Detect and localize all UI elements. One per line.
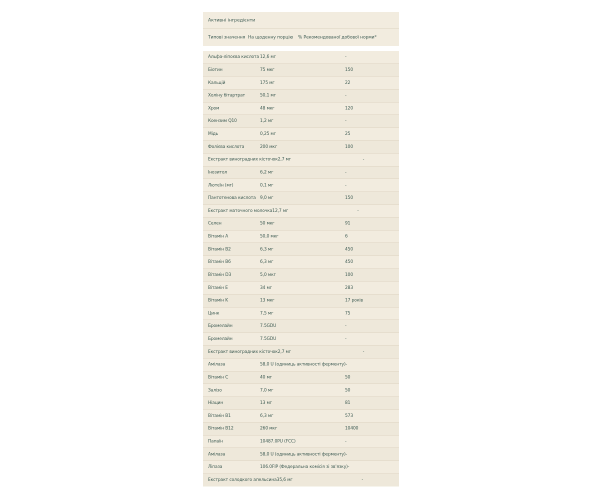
amount-cell: 13 мкг xyxy=(260,298,275,304)
ingredient-name: Вітамін E xyxy=(208,285,228,291)
amount-cell: 0,25 мг xyxy=(260,131,276,137)
table-row xyxy=(203,410,399,423)
column-header-percent-rda: % Рекомендованої добової норми* xyxy=(298,35,377,40)
panel-header xyxy=(203,12,399,46)
ingredient-name: Вітамін B12 xyxy=(208,426,234,432)
percent-cell: 573 xyxy=(345,413,353,419)
table-row xyxy=(203,89,399,102)
ingredient-name: Екстракт маточного молочка xyxy=(208,208,273,214)
amount-cell: 2,7 мг xyxy=(277,349,291,355)
table-row xyxy=(203,102,399,115)
table-row xyxy=(203,77,399,90)
ingredient-name: Ніацин xyxy=(208,400,224,406)
percent-cell: - xyxy=(345,336,347,342)
amount-cell: 6,2 мг xyxy=(260,169,274,175)
percent-cell: 100 xyxy=(345,144,353,150)
ingredient-name: Лютеїн (мг) xyxy=(208,182,234,188)
amount-cell: 12,6 мг xyxy=(260,54,276,60)
ingredient-name: Біотин xyxy=(208,67,223,73)
percent-cell: 450 xyxy=(345,246,353,252)
amount-cell: 12,7 мг xyxy=(272,208,289,214)
percent-cell: 10400 xyxy=(345,426,359,432)
table-row xyxy=(203,115,399,128)
ingredient-name: Екстракт виноградних кісточок xyxy=(208,157,278,163)
percent-cell: - xyxy=(361,477,364,483)
ingredient-name: Бромелайн xyxy=(208,323,233,329)
ingredient-name: Селен xyxy=(208,221,222,227)
amount-cell: 58,0 U (одиниць активності ферменту) xyxy=(260,451,346,457)
table-row xyxy=(203,333,399,346)
percent-cell: - xyxy=(345,54,347,60)
percent-cell: - xyxy=(345,362,348,368)
ingredient-name: Вітамін B2 xyxy=(208,246,231,252)
column-headers xyxy=(203,29,399,46)
amount-cell: 200 мкг xyxy=(260,144,278,150)
ingredient-name: Ліпаза xyxy=(208,464,223,470)
amount-cell: 175 мг xyxy=(260,80,275,86)
ingredient-name: Альфа-ліпоєва кислота xyxy=(208,54,260,60)
amount-cell: 10487.0PU (FCC) xyxy=(260,439,296,445)
amount-cell: 35,6 мг xyxy=(276,477,293,483)
ingredient-name: Вітамін A xyxy=(208,234,229,240)
amount-cell: 58,0 U (одиниць активності ферменту) xyxy=(260,362,346,368)
table-row xyxy=(203,269,399,282)
table-row xyxy=(203,243,399,256)
amount-cell: 1,2 мг xyxy=(260,118,274,124)
ingredient-name: Вітамін B1 xyxy=(208,413,231,419)
percent-cell: - xyxy=(362,349,365,355)
table-row xyxy=(203,166,399,179)
table-row xyxy=(203,346,399,359)
amount-cell: 50,1 мг xyxy=(260,93,276,99)
percent-cell: 150 xyxy=(345,195,353,201)
table-row xyxy=(203,474,399,487)
table-row xyxy=(203,128,399,141)
amount-cell: 40 мг xyxy=(260,374,272,380)
percent-cell: 17 років xyxy=(345,298,363,304)
percent-cell: - xyxy=(345,169,347,175)
table-row xyxy=(203,307,399,320)
percent-cell: 91 xyxy=(345,221,351,227)
percent-cell: 22 xyxy=(345,80,351,86)
percent-cell: - xyxy=(347,464,350,470)
ingredient-name: Фолієва кислота xyxy=(208,144,245,150)
table-row xyxy=(203,423,399,436)
percent-cell: 150 xyxy=(345,67,353,73)
table-body xyxy=(203,51,399,487)
ingredient-name: Коензим Q10 xyxy=(208,118,237,124)
table-row xyxy=(203,154,399,167)
column-header-typical-values: Типові значення xyxy=(208,35,246,40)
ingredient-name: Вітамін B6 xyxy=(208,259,231,265)
ingredient-name: Хром xyxy=(208,105,220,111)
amount-cell: 9,0 мг xyxy=(260,195,274,201)
table-row xyxy=(203,294,399,307)
table-row xyxy=(203,192,399,205)
percent-cell: - xyxy=(345,182,347,188)
percent-cell: 75 xyxy=(345,310,351,316)
ingredient-name: Цинк xyxy=(208,310,220,316)
ingredient-name: Папаїн xyxy=(208,439,223,445)
percent-cell: - xyxy=(357,208,359,214)
column-header-per-serving: На щоденну порцію xyxy=(248,35,294,40)
amount-cell: 106.0FIP (Федеральна комісія зі зв'язку) xyxy=(260,464,348,470)
amount-cell: 2,7 мг xyxy=(277,157,291,163)
table-row xyxy=(203,282,399,295)
table-row xyxy=(203,64,399,77)
amount-cell: 6,3 мг xyxy=(260,246,274,252)
ingredient-name: Кальцій xyxy=(208,80,226,86)
amount-cell: 6,3 мг xyxy=(260,413,274,419)
table-row xyxy=(203,371,399,384)
table-row xyxy=(203,435,399,448)
percent-cell: - xyxy=(345,118,347,124)
percent-cell: 50 xyxy=(345,374,351,380)
ingredient-name: Амілаза xyxy=(208,451,226,457)
table-row xyxy=(203,256,399,269)
table-row xyxy=(203,320,399,333)
ingredient-name: Екстракт солодкого апельсина xyxy=(208,477,277,483)
amount-cell: 5,0 мкг xyxy=(260,272,276,278)
percent-cell: - xyxy=(345,451,348,457)
amount-cell: 75 мкг xyxy=(260,67,275,73)
amount-cell: 50 мкг xyxy=(260,221,275,227)
amount-cell: 0,1 мг xyxy=(260,182,274,188)
ingredient-name: Мідь xyxy=(208,131,219,137)
amount-cell: 48 мкг xyxy=(260,105,275,111)
percent-cell: 120 xyxy=(345,105,353,111)
amount-cell: 260 мкг xyxy=(260,426,278,432)
panel-title: Активні інгредієнти xyxy=(203,12,399,29)
ingredient-name: Бромелайн xyxy=(208,336,233,342)
table-row xyxy=(203,51,399,64)
ingredient-name: Вітамін K xyxy=(208,298,229,304)
table-row xyxy=(203,384,399,397)
percent-cell: 100 xyxy=(345,272,353,278)
percent-cell: 50 xyxy=(345,387,351,393)
table-row xyxy=(203,218,399,231)
amount-cell: 6,3 мг xyxy=(260,259,274,265)
table-row xyxy=(203,461,399,474)
ingredient-name: Амілаза xyxy=(208,362,226,368)
amount-cell: 7,5 мг xyxy=(260,310,274,316)
table-row xyxy=(203,179,399,192)
ingredient-name: Залізо xyxy=(208,387,222,393)
percent-cell: 6 xyxy=(345,234,348,240)
table-row xyxy=(203,141,399,154)
supplement-facts-panel xyxy=(203,12,399,487)
amount-cell: 50,0 мкг xyxy=(260,234,279,240)
percent-cell: 283 xyxy=(345,285,353,291)
percent-cell: 25 xyxy=(345,131,351,137)
percent-cell: - xyxy=(362,157,365,163)
ingredient-name: Пантотенова кислота xyxy=(208,195,256,201)
amount-cell: 34 мг xyxy=(260,285,272,291)
ingredient-name: Вітамін C xyxy=(208,374,229,380)
ingredient-name: Інозитол xyxy=(208,169,228,175)
table-row xyxy=(203,230,399,243)
table-row xyxy=(203,397,399,410)
amount-cell: 13 мг xyxy=(260,400,272,406)
amount-cell: 7.5GDU xyxy=(260,336,277,342)
percent-cell: 450 xyxy=(345,259,353,265)
percent-cell: 81 xyxy=(345,400,351,406)
amount-cell: 7,0 мг xyxy=(260,387,274,393)
percent-cell: - xyxy=(345,323,347,329)
table-row xyxy=(203,448,399,461)
ingredient-name: Вітамін D3 xyxy=(208,272,232,278)
ingredient-name: Екстракт виноградних кісточок xyxy=(208,349,278,355)
table-row xyxy=(203,205,399,218)
ingredient-name: Холіну бітартрат xyxy=(208,93,246,99)
percent-cell: - xyxy=(345,439,347,445)
table-row xyxy=(203,359,399,372)
amount-cell: 7.5GDU xyxy=(260,323,277,329)
percent-cell: - xyxy=(345,93,347,99)
